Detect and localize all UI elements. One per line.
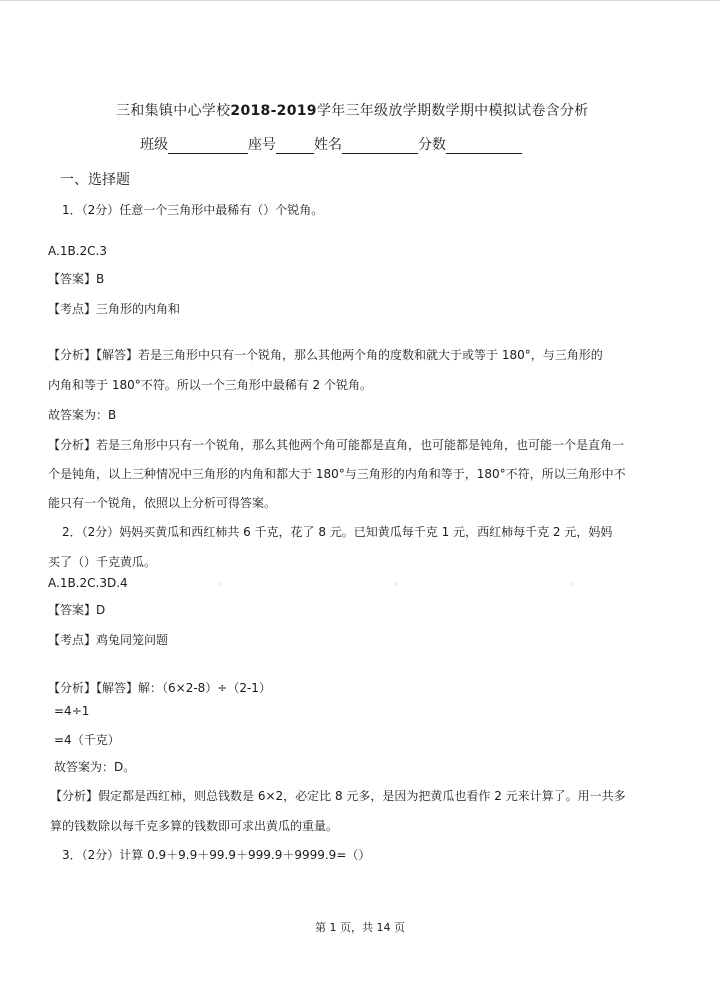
question-2-stem-line-1: 2．（2分）妈妈买黄瓜和西红柿共 6 千克，花了 8 元。已知黄瓜每千克 1 元，西红柿每千克 2 元，妈妈: [62, 525, 613, 539]
title-suffix: 学年三年级放学期数学期中模拟试卷含分析: [316, 103, 589, 119]
question-1-note-line-1: 【分析】若是三角形中只有一个锐角，那么其他两个角可能都是直角，也可能都是钝角，也可能一个是直角一: [48, 438, 625, 452]
question-2-topic: 【考点】鸡兔同笼问题: [48, 633, 169, 647]
question-2-answer: 【答案】D: [48, 603, 106, 617]
scan-speck: [570, 583, 572, 585]
question-2-options: A.1B.2C.3D.4: [48, 576, 128, 590]
question-2-solution-line-1: 【分析】【解答】解：（6×2-8）÷（2-1）: [48, 681, 271, 695]
question-1-stem: 1．（2分）任意一个三角形中最稀有（）个锐角。: [62, 203, 324, 217]
name-blank[interactable]: [342, 139, 418, 154]
page-footer: 第 1 页，共 14 页: [315, 921, 405, 934]
question-2-solution-line-2: =4÷1: [54, 704, 90, 718]
name-label: 姓名: [314, 137, 342, 153]
question-1-note-line-2: 个是钝角，以上三种情况中三角形的内角和都大于 180°与三角形的内角和等于，180°不符，所以三角形中不: [48, 467, 626, 481]
section-heading: 一、选择题: [60, 172, 130, 188]
question-2-stem-line-2: 买了（）千克黄瓜。: [48, 555, 157, 569]
question-1-options: A.1B.2C.3: [48, 244, 107, 258]
score-blank[interactable]: [446, 139, 522, 154]
question-1-conclusion: 故答案为：B: [48, 408, 117, 422]
student-info-row: [140, 134, 522, 154]
page-title: [116, 100, 589, 120]
question-1-analysis-line-1: 【分析】【解答】若是三角形中只有一个锐角，那么其他两个角的度数和就大于或等于 180°，与三角形的: [48, 348, 603, 362]
question-1-analysis-line-2: 内角和等于 180°不符。所以一个三角形中最稀有 2 个锐角。: [48, 378, 372, 392]
question-2-conclusion: 故答案为：D。: [54, 760, 136, 774]
question-2-note-line-2: 算的钱数除以每千克多算的钱数即可求出黄瓜的重量。: [50, 819, 339, 833]
scan-speck: [395, 583, 397, 585]
seat-label: 座号: [248, 137, 276, 153]
title-year: 2018-2019: [230, 103, 317, 119]
title-prefix: 三和集镇中心学校: [116, 103, 231, 119]
class-label: 班级: [140, 137, 168, 153]
question-1-note-line-3: 能只有一个锐角，依照以上分析可得答案。: [48, 496, 277, 510]
score-label: 分数: [418, 137, 446, 153]
question-1-topic: 【考点】三角形的内角和: [48, 302, 181, 316]
scan-speck: [220, 583, 222, 585]
seat-blank[interactable]: [276, 139, 314, 154]
class-blank[interactable]: [168, 139, 248, 154]
question-3-stem: 3．（2分）计算 0.9＋9.9＋99.9＋999.9＋9999.9=（）: [62, 848, 371, 862]
top-border-line: [0, 0, 720, 1]
question-2-note-line-1: 【分析】假定都是西红柿，则总钱数是 6×2，必定比 8 元多，是因为把黄瓜也看作 2 元来计算了。用一共多: [50, 789, 626, 803]
question-1-answer: 【答案】B: [48, 272, 105, 286]
question-2-solution-line-3: =4（千克）: [54, 733, 120, 747]
